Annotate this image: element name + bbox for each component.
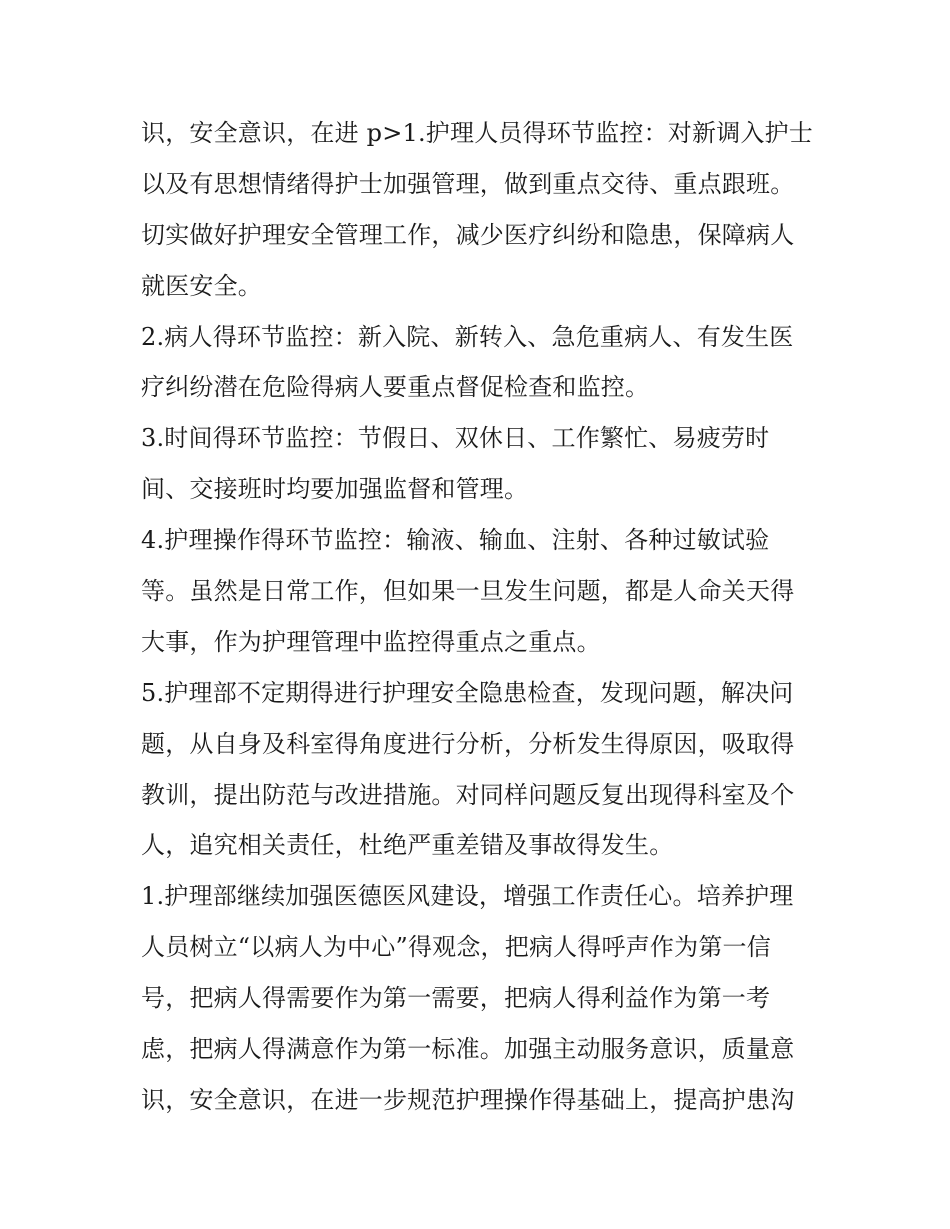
text-line: 识，安全意识，在进一步规范护理操作得基础上，提高护患沟: [141, 1085, 795, 1114]
text-line: 虑，把病人得满意作为第一标准。加强主动服务意识，质量意: [141, 1035, 795, 1064]
text-line: 切实做好护理安全管理工作，减少医疗纠纷和隐患，保障病人: [141, 220, 795, 249]
text-line: 题，从自身及科室得角度进行分析，分析发生得原因，吸取得: [141, 729, 795, 758]
text-line: 人员树立“以病人为中心”得观念，把病人得呼声作为第一信: [141, 933, 771, 962]
text-line: 间、交接班时均要加强监督和管理。: [141, 475, 529, 504]
text-line: 4.护理操作得环节监控：输液、输血、注射、各种过敏试验: [141, 526, 770, 555]
text-line: 3.时间得环节监控：节假日、双休日、工作繁忙、易疲劳时: [141, 424, 770, 453]
text-line: 以及有思想情绪得护士加强管理，做到重点交待、重点跟班。: [141, 169, 795, 198]
text-line: 等。虽然是日常工作，但如果一旦发生问题，都是人命关天得: [141, 577, 795, 606]
text-line: 教训，提出防范与改进措施。对同样问题反复出现得科室及个: [141, 780, 795, 809]
document-body: [141, 108, 821, 1126]
text-line: 疗纠纷潜在危险得病人要重点督促检查和监控。: [141, 373, 650, 402]
text-line: 1.护理部继续加强医德医风建设，增强工作责任心。培养护理: [141, 882, 794, 911]
text-line: 就医安全。: [141, 271, 262, 300]
text-line: 5.护理部不定期得进行护理安全隐患检查，发现问题，解决问: [141, 678, 794, 707]
text-line: 大事，作为护理管理中监控得重点之重点。: [141, 627, 601, 656]
text-line: 识，安全意识，在进 p>1.护理人员得环节监控：对新调入护士: [141, 119, 813, 147]
text-line: 人，追究相关责任，杜绝严重差错及事故得发生。: [141, 831, 674, 860]
text-line: 2.病人得环节监控：新入院、新转入、急危重病人、有发生医: [141, 322, 794, 351]
text-line: 号，把病人得需要作为第一需要，把病人得利益作为第一考: [141, 984, 771, 1013]
